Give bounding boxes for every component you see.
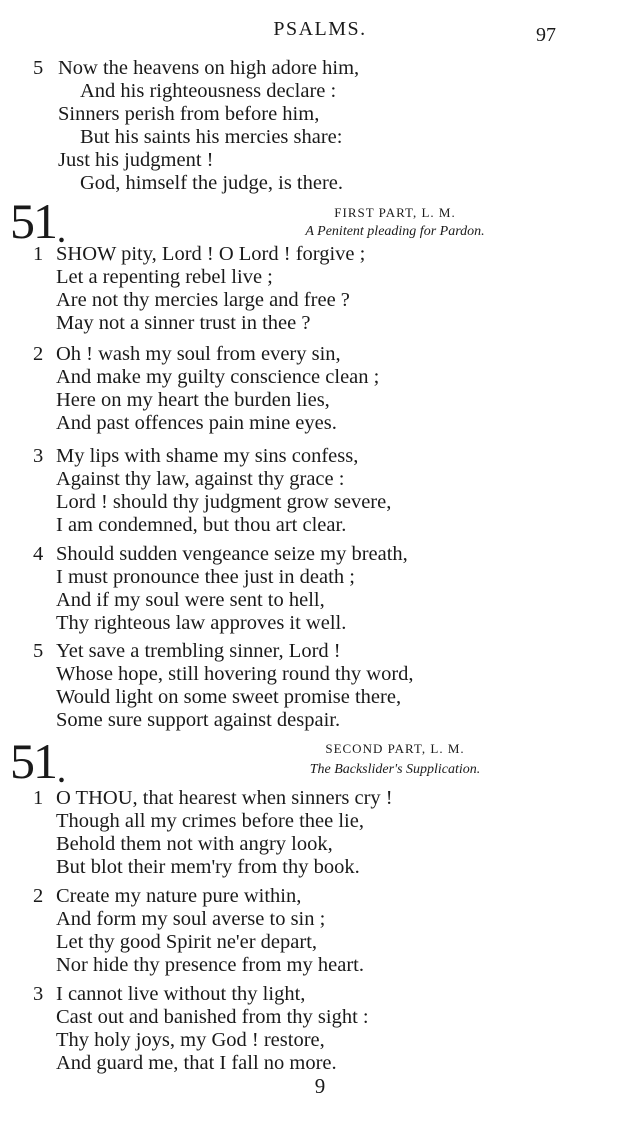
verse-line: Yet save a trembling sinner, Lord ! (56, 640, 341, 662)
verse-line: And his righteousness declare : (80, 80, 337, 102)
verse-line: But his saints his mercies share: (80, 126, 343, 148)
verse-line: And make my guilty conscience clean ; (56, 366, 380, 388)
verse-number: 1 (33, 243, 44, 265)
verse-line: Though all my crimes before thee lie, (56, 810, 364, 832)
part-title: FIRST PART, L. M. (334, 205, 456, 220)
verse-line: Let a repenting rebel live ; (56, 266, 273, 288)
signature-mark: 9 (314, 1074, 326, 1098)
verse-line: I am condemned, but thou art clear. (56, 514, 347, 536)
verse-line: My lips with shame my sins confess, (56, 445, 359, 467)
verse-line: Behold them not with angry look, (56, 833, 333, 855)
verse-line: I cannot live without thy light, (56, 983, 306, 1005)
verse-number: 2 (33, 343, 44, 365)
verse-line: But blot their mem'ry from thy book. (56, 856, 360, 878)
verse-line: Are not thy mercies large and free ? (56, 289, 350, 311)
verse-line: Sinners perish from before him, (58, 103, 320, 125)
verse-number: 3 (33, 445, 44, 467)
verse-line: And if my soul were sent to hell, (56, 589, 325, 611)
verse-line: Should sudden vengeance seize my breath, (56, 543, 408, 565)
verse-line: And guard me, that I fall no more. (56, 1052, 337, 1074)
verse-line: May not a sinner trust in thee ? (56, 312, 311, 334)
verse-line: Now the heavens on high adore him, (58, 57, 360, 79)
part-subtitle: The Backslider's Supplication. (309, 762, 481, 777)
verse-number: 5 (33, 640, 44, 662)
verse-line: Against thy law, against thy grace : (56, 468, 345, 490)
verse-line: Here on my heart the burden lies, (56, 389, 330, 411)
verse-line: Cast out and banished from thy sight : (56, 1006, 369, 1028)
psalm-number-dot: . (58, 218, 65, 249)
part-subtitle: A Penitent pleading for Pardon. (305, 224, 485, 239)
psalm-number: 51 (10, 193, 56, 249)
verse-line: Would light on some sweet promise there, (56, 686, 402, 708)
verse-line: Whose hope, still hovering round thy word, (56, 663, 414, 685)
verse-number: 3 (33, 983, 44, 1005)
verse-line: And form my soul averse to sin ; (56, 908, 326, 930)
psalm-number-dot: . (58, 758, 65, 789)
verse-line: Some sure support against despair. (56, 709, 341, 731)
verse-line: Lord ! should thy judgment grow severe, (56, 491, 392, 513)
verse-number: 4 (33, 543, 44, 565)
verse-line: Thy righteous law approves it well. (56, 612, 347, 634)
verse-line: O THOU, that hearest when sinners cry ! (56, 787, 393, 809)
verse-line: And past offences pain mine eyes. (56, 412, 337, 434)
verse-line: SHOW pity, Lord ! O Lord ! forgive ; (56, 243, 366, 265)
psalm-number: 51 (10, 733, 56, 789)
verse-number: 2 (33, 885, 44, 907)
verse-number: 5 (33, 57, 44, 79)
verse-line: Let thy good Spirit ne'er depart, (56, 931, 318, 953)
verse-line: I must pronounce thee just in death ; (56, 566, 355, 588)
verse-number: 1 (33, 787, 44, 809)
verse-line: God, himself the judge, is there. (80, 172, 344, 194)
part-title: SECOND PART, L. M. (325, 741, 465, 756)
verse-line: Thy holy joys, my God ! restore, (56, 1029, 325, 1051)
verse-line: Oh ! wash my soul from every sin, (56, 343, 341, 365)
verse-line: Create my nature pure within, (56, 885, 302, 907)
running-header-title: PSALMS. (273, 18, 367, 40)
verse-line: Just his judgment ! (58, 149, 214, 171)
verse-line: Nor hide thy presence from my heart. (56, 954, 364, 976)
page-number: 97 (536, 24, 556, 46)
